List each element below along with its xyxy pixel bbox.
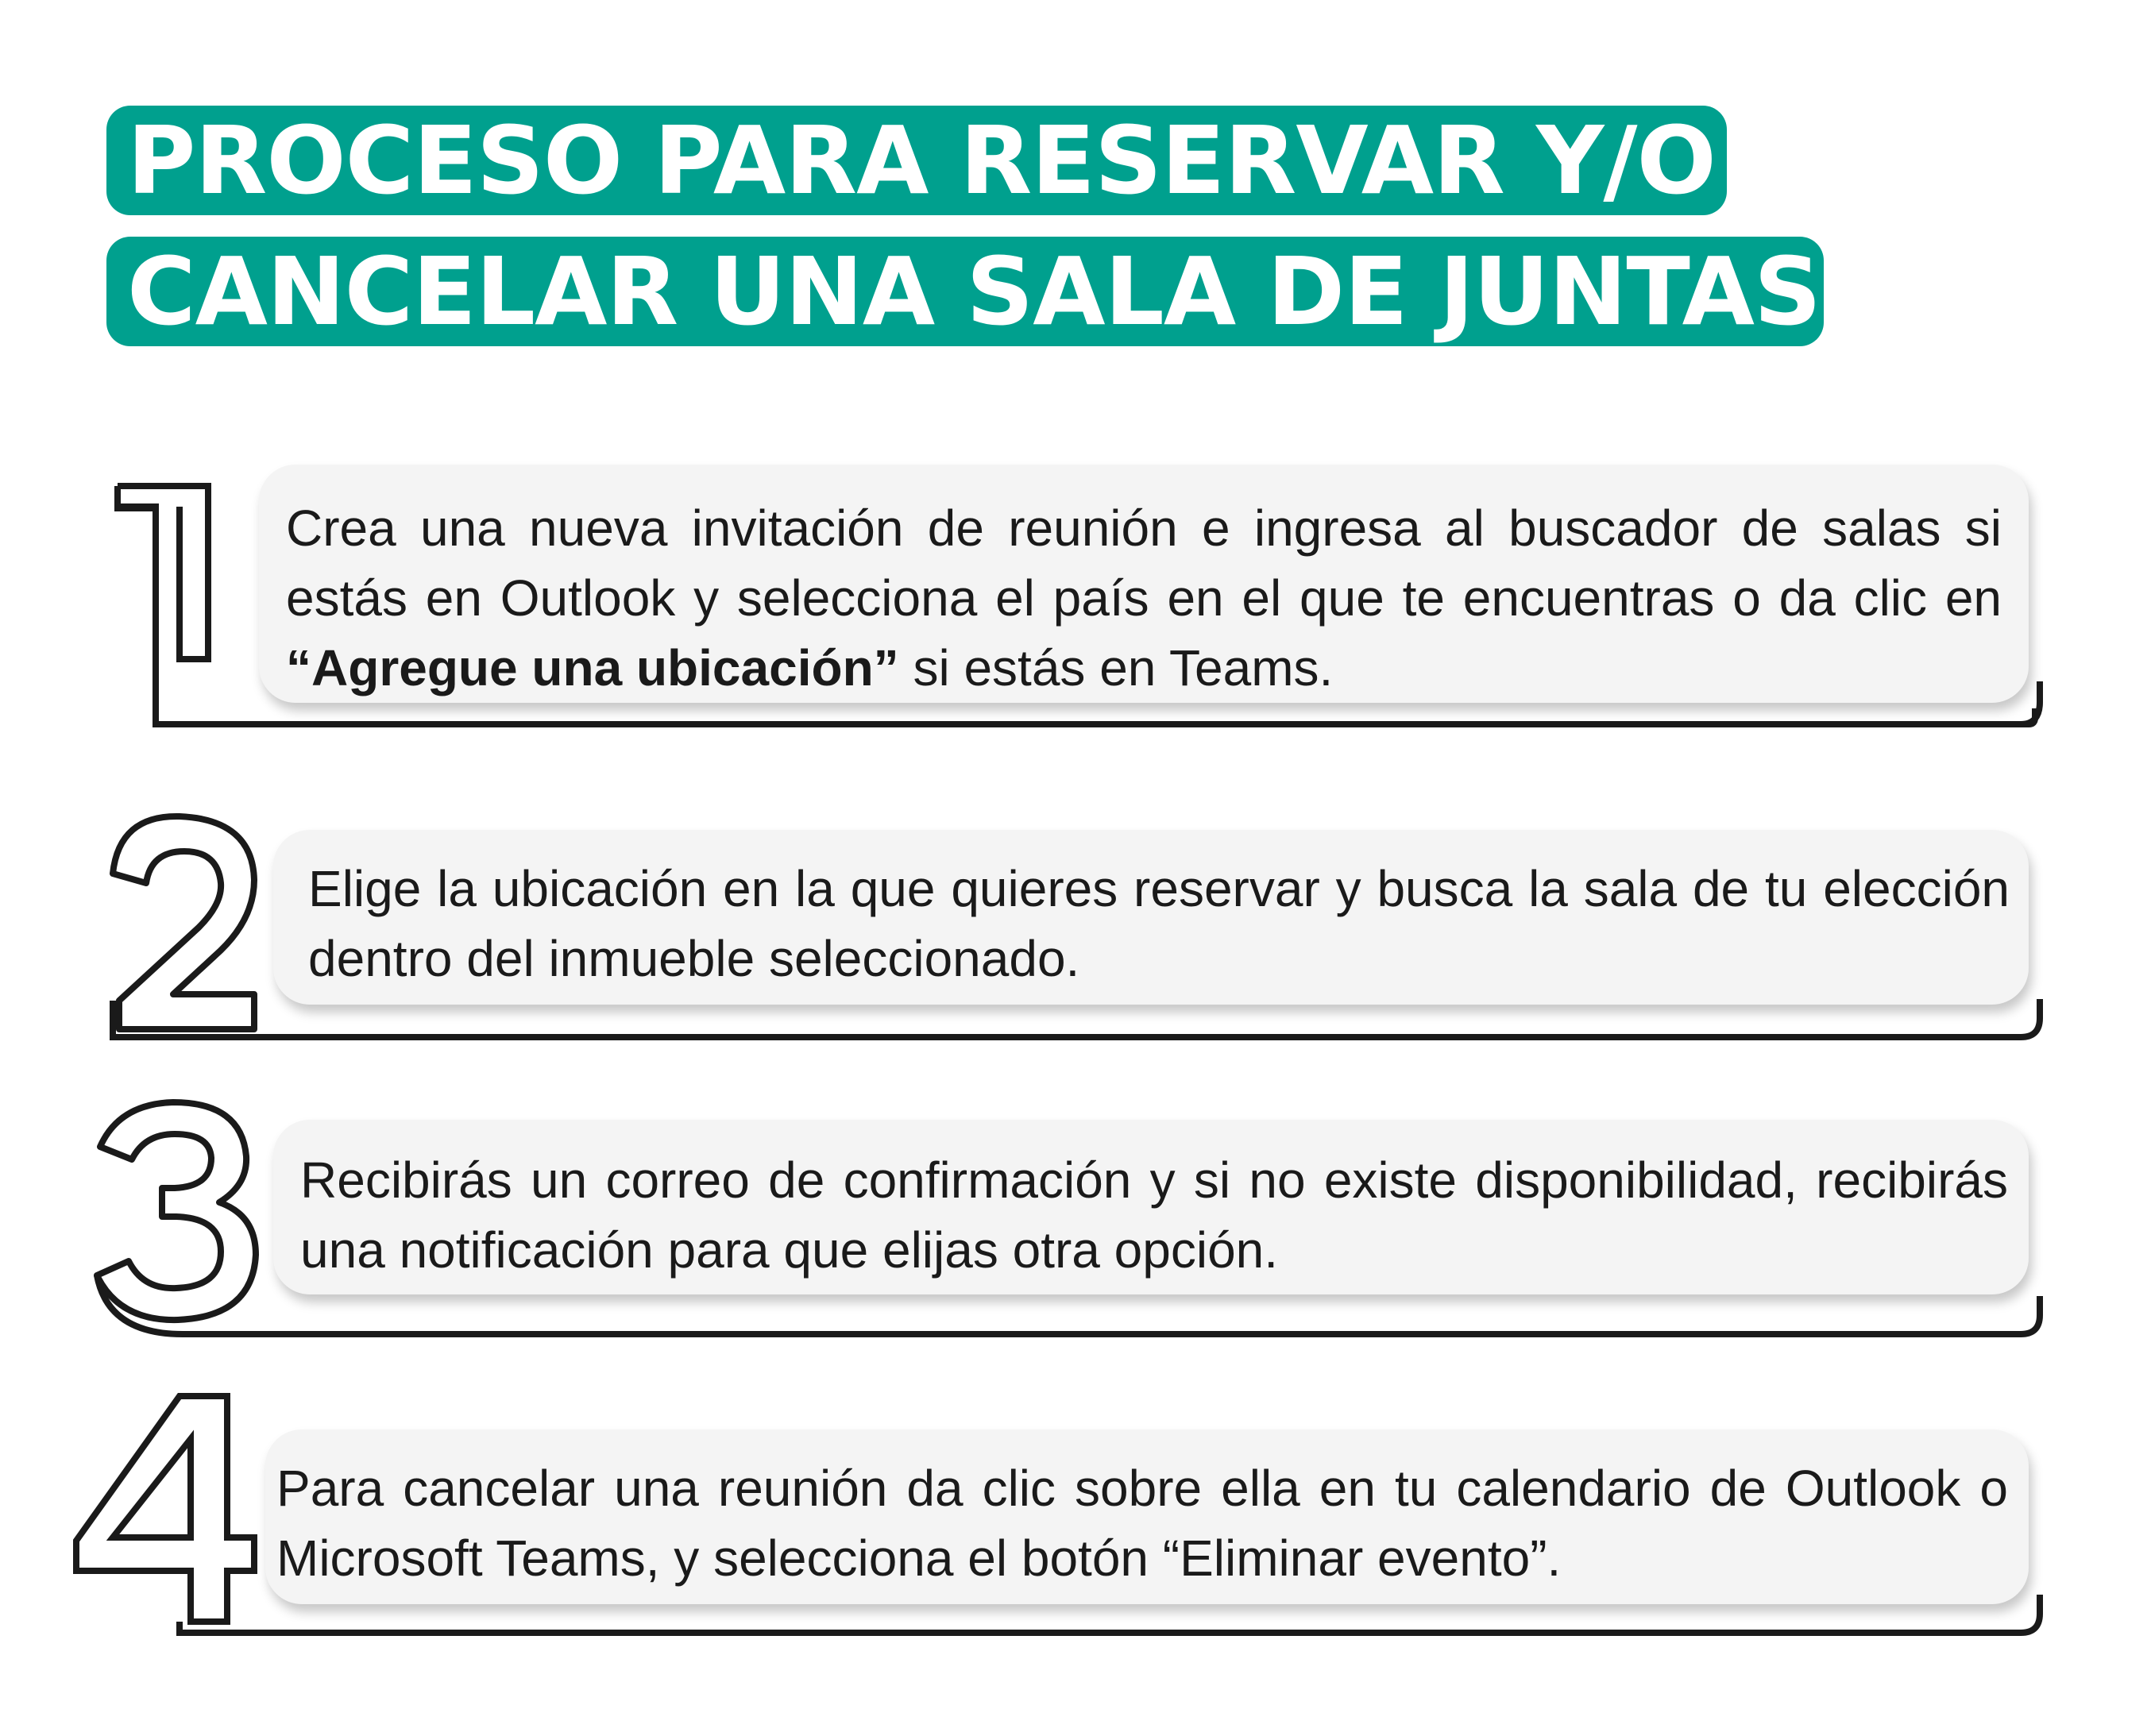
step-2-text: Elige la ubicación en la que quieres reservar y busca la sala de tu elección dentro del inmueble seleccionado. — [308, 860, 2010, 987]
step-3-card — [273, 1120, 2029, 1294]
page-title-line-2: CANCELAR UNA SALA DE JUNTAS — [127, 237, 1821, 346]
step-1-text-end: si estás en Teams. — [898, 639, 1334, 696]
page-title-line-1: PROCESO PARA RESERVAR Y/O — [127, 106, 1716, 215]
step-3-text: Recibirás un correo de confirmación y si no existe disponibilidad, recibirás una notificación para que elijas otra opción. — [300, 1152, 2008, 1279]
step-1-text-bold: “Agregue una ubicación” — [286, 639, 899, 696]
step-4-text: Para cancelar una reunión da clic sobre ella en tu calendario de Outlook o Microsoft Teams, y selecciona el botón “Eliminar evento”. — [276, 1460, 2008, 1587]
step-1 — [0, 445, 2151, 739]
title-banner-line-2 — [106, 237, 1824, 346]
step-4-card — [265, 1429, 2029, 1604]
step-2 — [0, 802, 2151, 1056]
step-2-card — [273, 830, 2029, 1005]
step-1-text: Crea una nueva invitación de reunión e ingresa al buscador de salas si estás en Outlook y selecciona el país en el que te encuentras o da clic en — [286, 500, 2002, 627]
step-1-card — [259, 465, 2029, 703]
step-4 — [0, 1382, 2151, 1644]
title-banner-line-1 — [106, 106, 1727, 215]
step-3 — [0, 1096, 2151, 1350]
